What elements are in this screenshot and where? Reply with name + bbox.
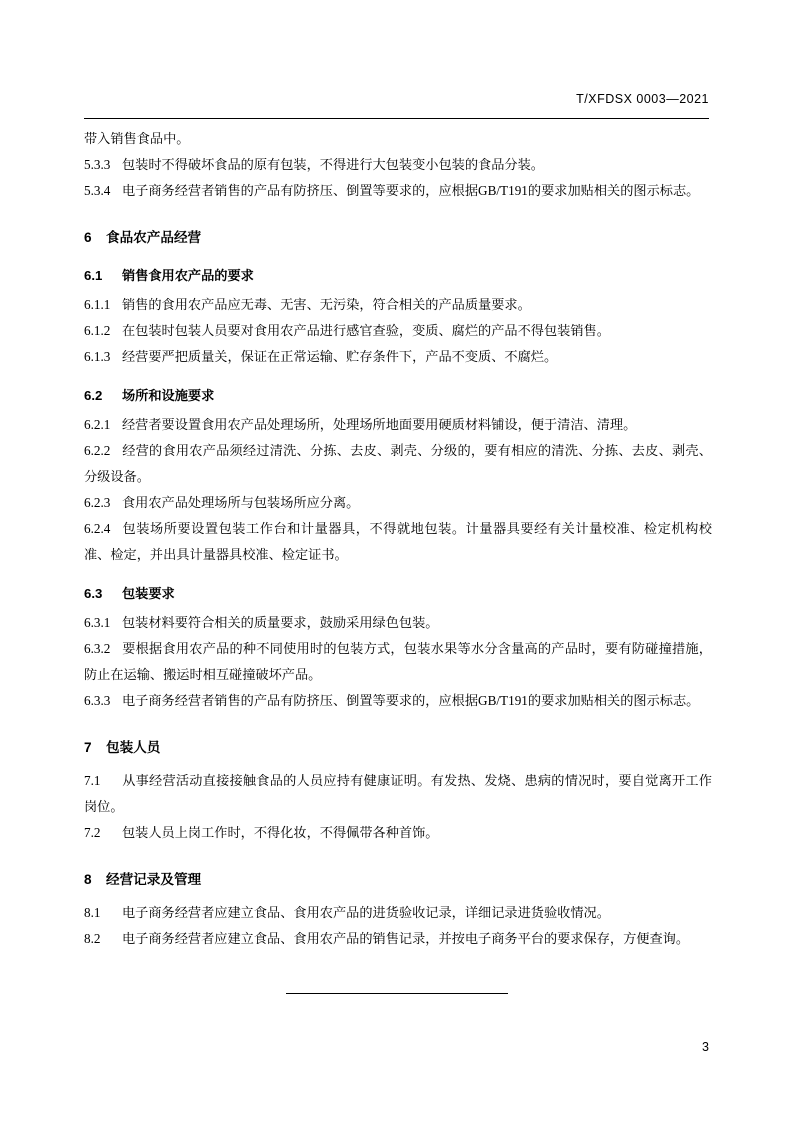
clause-number: 6.2.4 xyxy=(84,521,111,536)
clause-6-2-4 xyxy=(84,516,712,568)
clause-text: 从事经营活动直接接触食品的人员应持有健康证明。有发热、发烧、患病的情况时，要自觉离开工作岗位。 xyxy=(84,773,712,814)
clause-number: 6.2.2 xyxy=(84,443,111,458)
clause-number: 6.3.2 xyxy=(84,641,111,656)
continued-text: 带入销售食品中。 xyxy=(84,131,190,146)
clause-text: 在包装时包装人员要对食用农产品进行感官查验，变质、腐烂的产品不得包装销售。 xyxy=(122,323,610,338)
clause-text: 销售的食用农产品应无毒、无害、无污染，符合相关的产品质量要求。 xyxy=(122,297,531,312)
clause-text: 要根据食用农产品的种不同使用时的包装方式，包装水果等水分含量高的产品时，要有防碰撞措施，防止在运输、搬运时相互碰撞破坏产品。 xyxy=(84,641,712,682)
subsection-number: 6.3 xyxy=(84,586,103,601)
clause-6-2-2 xyxy=(84,438,712,490)
subsection-number: 6.1 xyxy=(84,268,103,283)
clause-number: 6.3.1 xyxy=(84,615,111,630)
footer-rule xyxy=(286,993,508,994)
clause-8-2 xyxy=(84,926,712,952)
clause-7-2 xyxy=(84,820,712,846)
clause-6-2-3 xyxy=(84,490,712,516)
clause-text: 经营要严把质量关，保证在正常运输、贮存条件下，产品不变质、不腐烂。 xyxy=(122,349,558,364)
section-number: 8 xyxy=(84,872,92,887)
clause-7-1 xyxy=(84,768,712,820)
clause-number: 5.3.4 xyxy=(84,183,111,198)
page-header: T/XFDSX 0003—2021 xyxy=(576,92,709,106)
subsection-heading-6-1 xyxy=(84,264,712,288)
clause-number: 8.2 xyxy=(84,931,101,946)
document-body xyxy=(84,126,712,952)
clause-text: 经营的食用农产品须经过清洗、分拣、去皮、剥壳、分级的，要有相应的清洗、分拣、去皮、剥壳、分级设备。 xyxy=(84,443,712,484)
clause-number: 5.3.3 xyxy=(84,157,111,172)
section-heading-7 xyxy=(84,736,712,760)
clause-text: 包装场所要设置包装工作台和计量器具，不得就地包装。计量器具要经有关计量校准、检定机构校准、检定，并出具计量器具校准、检定证书。 xyxy=(84,521,712,562)
clause-6-3-1 xyxy=(84,610,712,636)
clause-number: 6.2.3 xyxy=(84,495,111,510)
clause-number: 8.1 xyxy=(84,905,101,920)
header-rule xyxy=(84,118,709,119)
section-number: 7 xyxy=(84,740,92,755)
subsection-title: 销售食用农产品的要求 xyxy=(122,268,254,283)
clause-text: 电子商务经营者应建立食品、食用农产品的销售记录，并按电子商务平台的要求保存，方便查询。 xyxy=(122,931,690,946)
clause-text: 电子商务经营者应建立食品、食用农产品的进货验收记录，详细记录进货验收情况。 xyxy=(122,905,610,920)
clause-text: 食用农产品处理场所与包装场所应分离。 xyxy=(122,495,360,510)
page-number: 3 xyxy=(702,1040,709,1054)
section-title: 食品农产品经营 xyxy=(106,230,202,245)
clause-number: 6.1.1 xyxy=(84,297,111,312)
clause-number: 7.1 xyxy=(84,773,101,788)
clause-5-3-3 xyxy=(84,152,712,178)
clause-number: 6.2.1 xyxy=(84,417,111,432)
clause-8-1 xyxy=(84,900,712,926)
subsection-title: 场所和设施要求 xyxy=(122,388,215,403)
clause-5-3-4 xyxy=(84,178,712,204)
clause-number: 7.2 xyxy=(84,825,101,840)
clause-6-1-1 xyxy=(84,292,712,318)
clause-6-3-3 xyxy=(84,688,712,714)
subsection-heading-6-3 xyxy=(84,582,712,606)
section-title: 经营记录及管理 xyxy=(106,872,202,887)
clause-text: 电子商务经营者销售的产品有防挤压、倒置等要求的，应根据GB/T191的要求加贴相关的图示标志。 xyxy=(122,693,700,708)
subsection-number: 6.2 xyxy=(84,388,103,403)
clause-number: 6.1.2 xyxy=(84,323,111,338)
clause-text: 包装人员上岗工作时，不得化妆，不得佩带各种首饰。 xyxy=(122,825,439,840)
clause-number: 6.3.3 xyxy=(84,693,111,708)
clause-text: 包装时不得破坏食品的原有包装，不得进行大包装变小包装的食品分装。 xyxy=(122,157,544,172)
section-heading-8 xyxy=(84,868,712,892)
clause-6-1-2 xyxy=(84,318,712,344)
clause-6-3-2 xyxy=(84,636,712,688)
clause-6-1-3 xyxy=(84,344,712,370)
clause-text: 电子商务经营者销售的产品有防挤压、倒置等要求的，应根据GB/T191的要求加贴相关的图示标志。 xyxy=(122,183,700,198)
subsection-title: 包装要求 xyxy=(122,586,175,601)
subsection-heading-6-2 xyxy=(84,384,712,408)
section-number: 6 xyxy=(84,230,92,245)
clause-number: 6.1.3 xyxy=(84,349,111,364)
clause-text: 经营者要设置食用农产品处理场所，处理场所地面要用硬质材料铺设，便于清洁、清理。 xyxy=(122,417,637,432)
clause-text: 包装材料要符合相关的质量要求，鼓励采用绿色包装。 xyxy=(122,615,439,630)
section-heading-6 xyxy=(84,226,712,250)
section-title: 包装人员 xyxy=(106,740,161,755)
clause-6-2-1 xyxy=(84,412,712,438)
